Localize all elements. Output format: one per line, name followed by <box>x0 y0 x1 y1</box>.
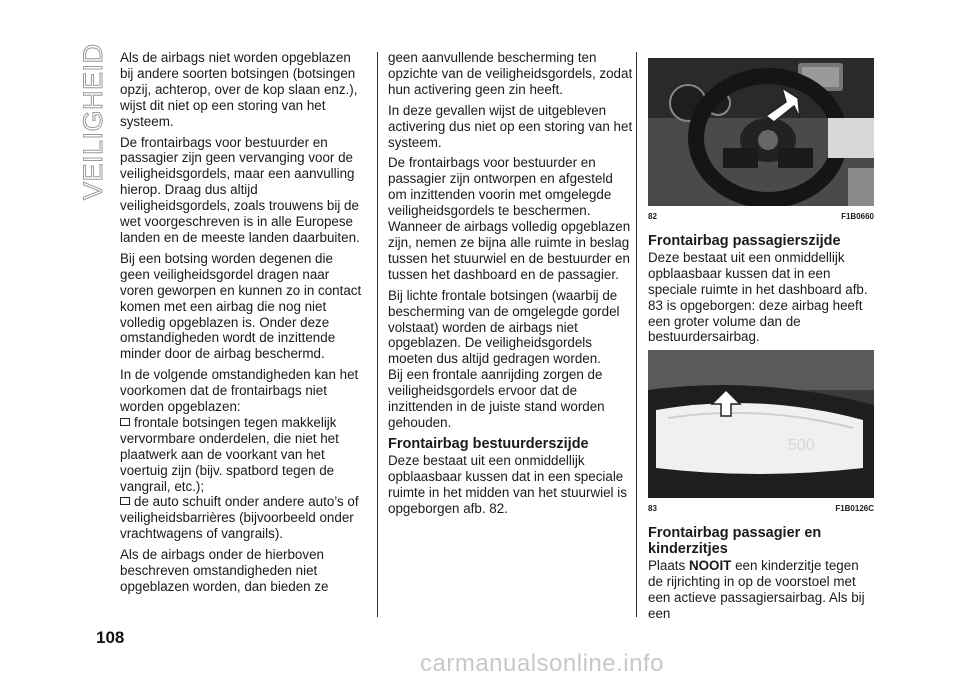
bullet-item <box>120 415 366 495</box>
figure-number: 82 <box>648 212 657 221</box>
svg-text:500: 500 <box>788 437 815 455</box>
paragraph: In deze gevallen wijst de uitgebleven activering dus niet op een storing van het systeem. <box>388 102 633 150</box>
figure-steering-wheel <box>648 58 874 206</box>
page-number: 108 <box>96 628 125 647</box>
paragraph: Als de airbags niet worden opgeblazen bij andere soorten botsingen (botsingen opzij, achterop, over de kop slaan enz.), wijst dit niet op een storing van het systeem. <box>120 50 358 129</box>
text-column-1 <box>120 50 366 600</box>
section-title-text: VEILIGHEID <box>78 43 108 200</box>
text-run: een kinderzitje tegen de rijrichting in op de voorstoel met een actieve passagiersairbag. Als bij een <box>648 558 865 621</box>
emphasis-never: NOOIT <box>688 558 732 574</box>
paragraph: De frontairbags voor bestuurder en passagier zijn ontworpen en afgesteld om inzittenden voorin met omgelegde veiligheidsgordels te beschermen. Wanneer de airbags volledig opgeblazen zijn, nemen ze bijna alle ruimte in beslag tussen het stuurwiel en de bestuurder en tussen het dashboard en de passagier. <box>388 155 631 282</box>
figure-caption <box>648 209 874 225</box>
heading-passenger-child-seats: Frontairbag passagier en kinderzitjes <box>648 525 822 558</box>
watermark: carmanualsonline.info <box>420 650 664 677</box>
heading-passenger-airbag: Frontairbag passagierszijde <box>648 232 841 249</box>
text-run: Plaats <box>648 558 689 574</box>
bullet-text: de auto schuift onder andere auto’s of veiligheidsbarrières (bijvoorbeeld onder vrachtwagens of vangrails). <box>120 494 359 542</box>
column-divider <box>377 52 378 617</box>
column-divider <box>636 52 637 617</box>
heading-driver-airbag: Frontairbag bestuurderszijde <box>388 435 589 452</box>
paragraph: Bij een frontale aanrijding zorgen de veiligheidsgordels ervoor dat de inzittenden in de juiste stand worden gehouden. <box>388 367 605 430</box>
steering-wheel-illustration <box>648 58 874 206</box>
paragraph: In de volgende omstandigheden kan het voorkomen dat de frontairbags niet worden opgeblazen: <box>120 367 359 415</box>
dashboard-illustration <box>648 350 874 498</box>
section-title <box>78 43 108 200</box>
figure-code: F1B0660 <box>841 212 874 221</box>
figure-dashboard <box>648 350 874 498</box>
bullet-text: frontale botsingen tegen makkelijk vervormbare onderdelen, die niet het plaatwerk aan de voorkant van het voertuig zijn (bijv. spatbord tegen de vangrail, etc.); <box>120 414 339 494</box>
paragraph: Bij een botsing worden degenen die geen veiligheidsgordel dragen naar voren geworpen en kunnen zo in contact komen met een airbag die nog niet volledig opgeblazen is. Onder deze omstandigheden wordt de inzittende minder door de airbag beschermd. <box>120 250 362 362</box>
paragraph: Als de airbags onder de hierboven beschreven omstandigheden niet opgeblazen worden, dan bieden ze <box>120 547 329 594</box>
paragraph <box>648 558 874 622</box>
bullet-item <box>120 494 366 542</box>
bullet-icon <box>120 497 130 505</box>
text-column-2 <box>388 50 634 521</box>
bullet-icon <box>120 418 130 426</box>
paragraph: geen aanvullende bescherming ten opzichte van de veiligheidsgordels, zodat hun activering geen zin heeft. <box>388 50 633 97</box>
text-column-3 <box>648 58 874 627</box>
paragraph: De frontairbags voor bestuurder en passagier zijn geen vervanging voor de veiligheidsgordels, maar een aanvulling hierop. Draag dus altijd veiligheidsgordels, zoals trouwens bij de wet voorgeschreven is in alle Europese landen en de meeste landen daarbuiten. <box>120 134 360 245</box>
figure-caption <box>648 501 874 517</box>
paragraph: Deze bestaat uit een onmiddellijk opblaasbaar kussen dat in een speciale ruimte in het dashboard afb. 83 is opgeborgen: deze airbag heeft een groter volume dan de bestuurdersairbag. <box>648 249 868 345</box>
figure-number: 83 <box>648 504 657 514</box>
figure-code: F1B0126C <box>835 504 874 514</box>
paragraph: Deze bestaat uit een onmiddellijk opblaasbaar kussen dat in een speciale ruimte in het midden van het stuurwiel is opgeborgen afb. 82. <box>388 452 627 516</box>
paragraph: Bij lichte frontale botsingen (waarbij de bescherming van de omgelegde gordel volstaat) worden de airbags niet opgeblazen. De veiligheidsgordels moeten dus altijd gedragen worden. <box>388 287 620 367</box>
